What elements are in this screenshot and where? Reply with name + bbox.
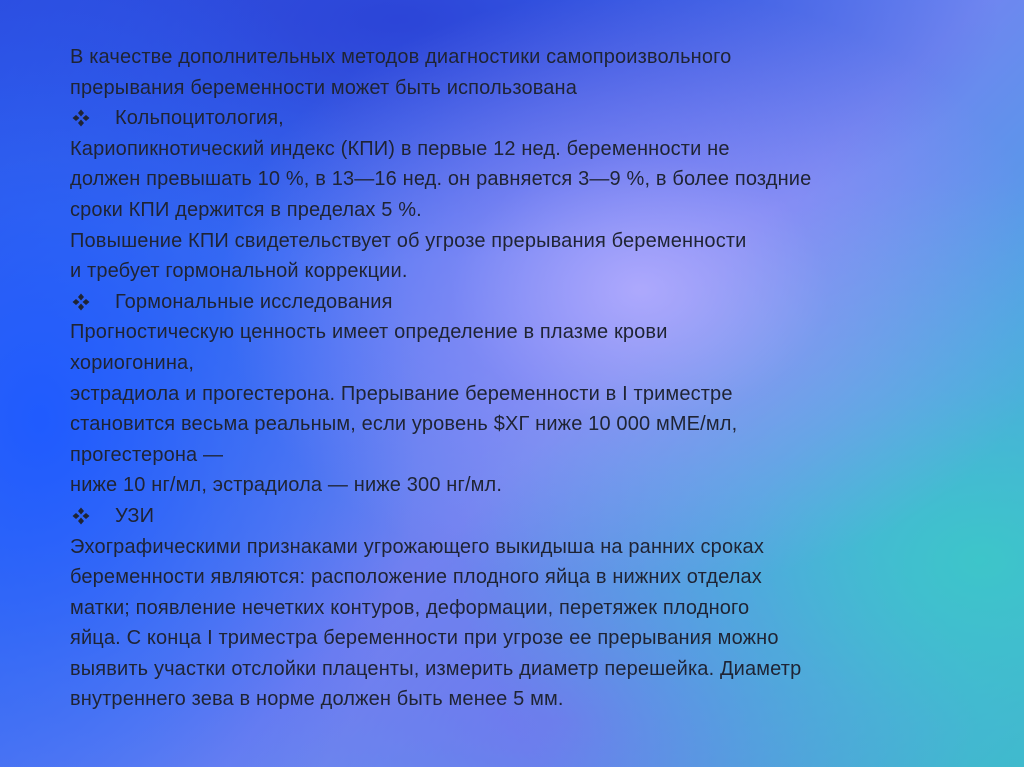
section-line: Прогностическую ценность имеет определение в плазме крови xyxy=(70,321,668,344)
section-line: становится весьма реальным, если уровень $ХГ ниже 10 000 мМЕ/мл, xyxy=(70,413,738,436)
slide-content xyxy=(70,42,960,715)
section-heading-hormonal xyxy=(70,287,960,318)
diamond-bullet-icon xyxy=(72,109,90,127)
section-heading-text: УЗИ xyxy=(115,504,155,527)
section-line: эстрадиола и прогестерона. Прерывание беременности в I триместре xyxy=(70,382,733,405)
diamond-bullet-icon xyxy=(72,507,90,525)
section-line: яйца. С конца I триместра беременности при угрозе ее прерывания можно xyxy=(70,627,779,650)
section-line: беременности являются: расположение плодного яйца в нижних отделах xyxy=(70,566,762,589)
section-line: Эхографическими признаками угрожающего выкидыша на ранних сроках xyxy=(70,535,764,558)
section-line: и требует гормональной коррекции. xyxy=(70,260,408,283)
intro-line: прерывания беременности может быть использована xyxy=(70,76,578,99)
section-heading-text: Кольпоцитология, xyxy=(115,107,284,130)
section-heading-colpocytology xyxy=(70,103,960,134)
section-line: хориогонина, xyxy=(70,351,195,374)
section-heading-text: Гормональные исследования xyxy=(115,290,393,313)
intro-line: В качестве дополнительных методов диагностики самопроизвольного xyxy=(70,46,732,68)
section-line: должен превышать 10 %, в 13—16 нед. он равняется 3—9 %, в более поздние xyxy=(70,168,812,191)
section-line: внутреннего зева в норме должен быть менее 5 мм. xyxy=(70,688,564,711)
section-line: прогестерона — xyxy=(70,443,224,466)
section-line: выявить участки отслойки плаценты, измерить диаметр перешейка. Диаметр xyxy=(70,657,802,680)
diamond-bullet-icon xyxy=(72,293,90,311)
section-heading-ultrasound xyxy=(70,501,960,532)
section-line: ниже 10 нг/мл, эстрадиола — ниже 300 нг/мл. xyxy=(70,474,503,497)
section-line: сроки КПИ держится в пределах 5 %. xyxy=(70,198,422,221)
section-line: матки; появление нечетких контуров, деформации, перетяжек плодного xyxy=(70,596,750,619)
section-line: Повышение КПИ свидетельствует об угрозе прерывания беременности xyxy=(70,229,747,252)
section-line: Кариопикнотический индекс (КПИ) в первые 12 нед. беременности не xyxy=(70,137,730,160)
